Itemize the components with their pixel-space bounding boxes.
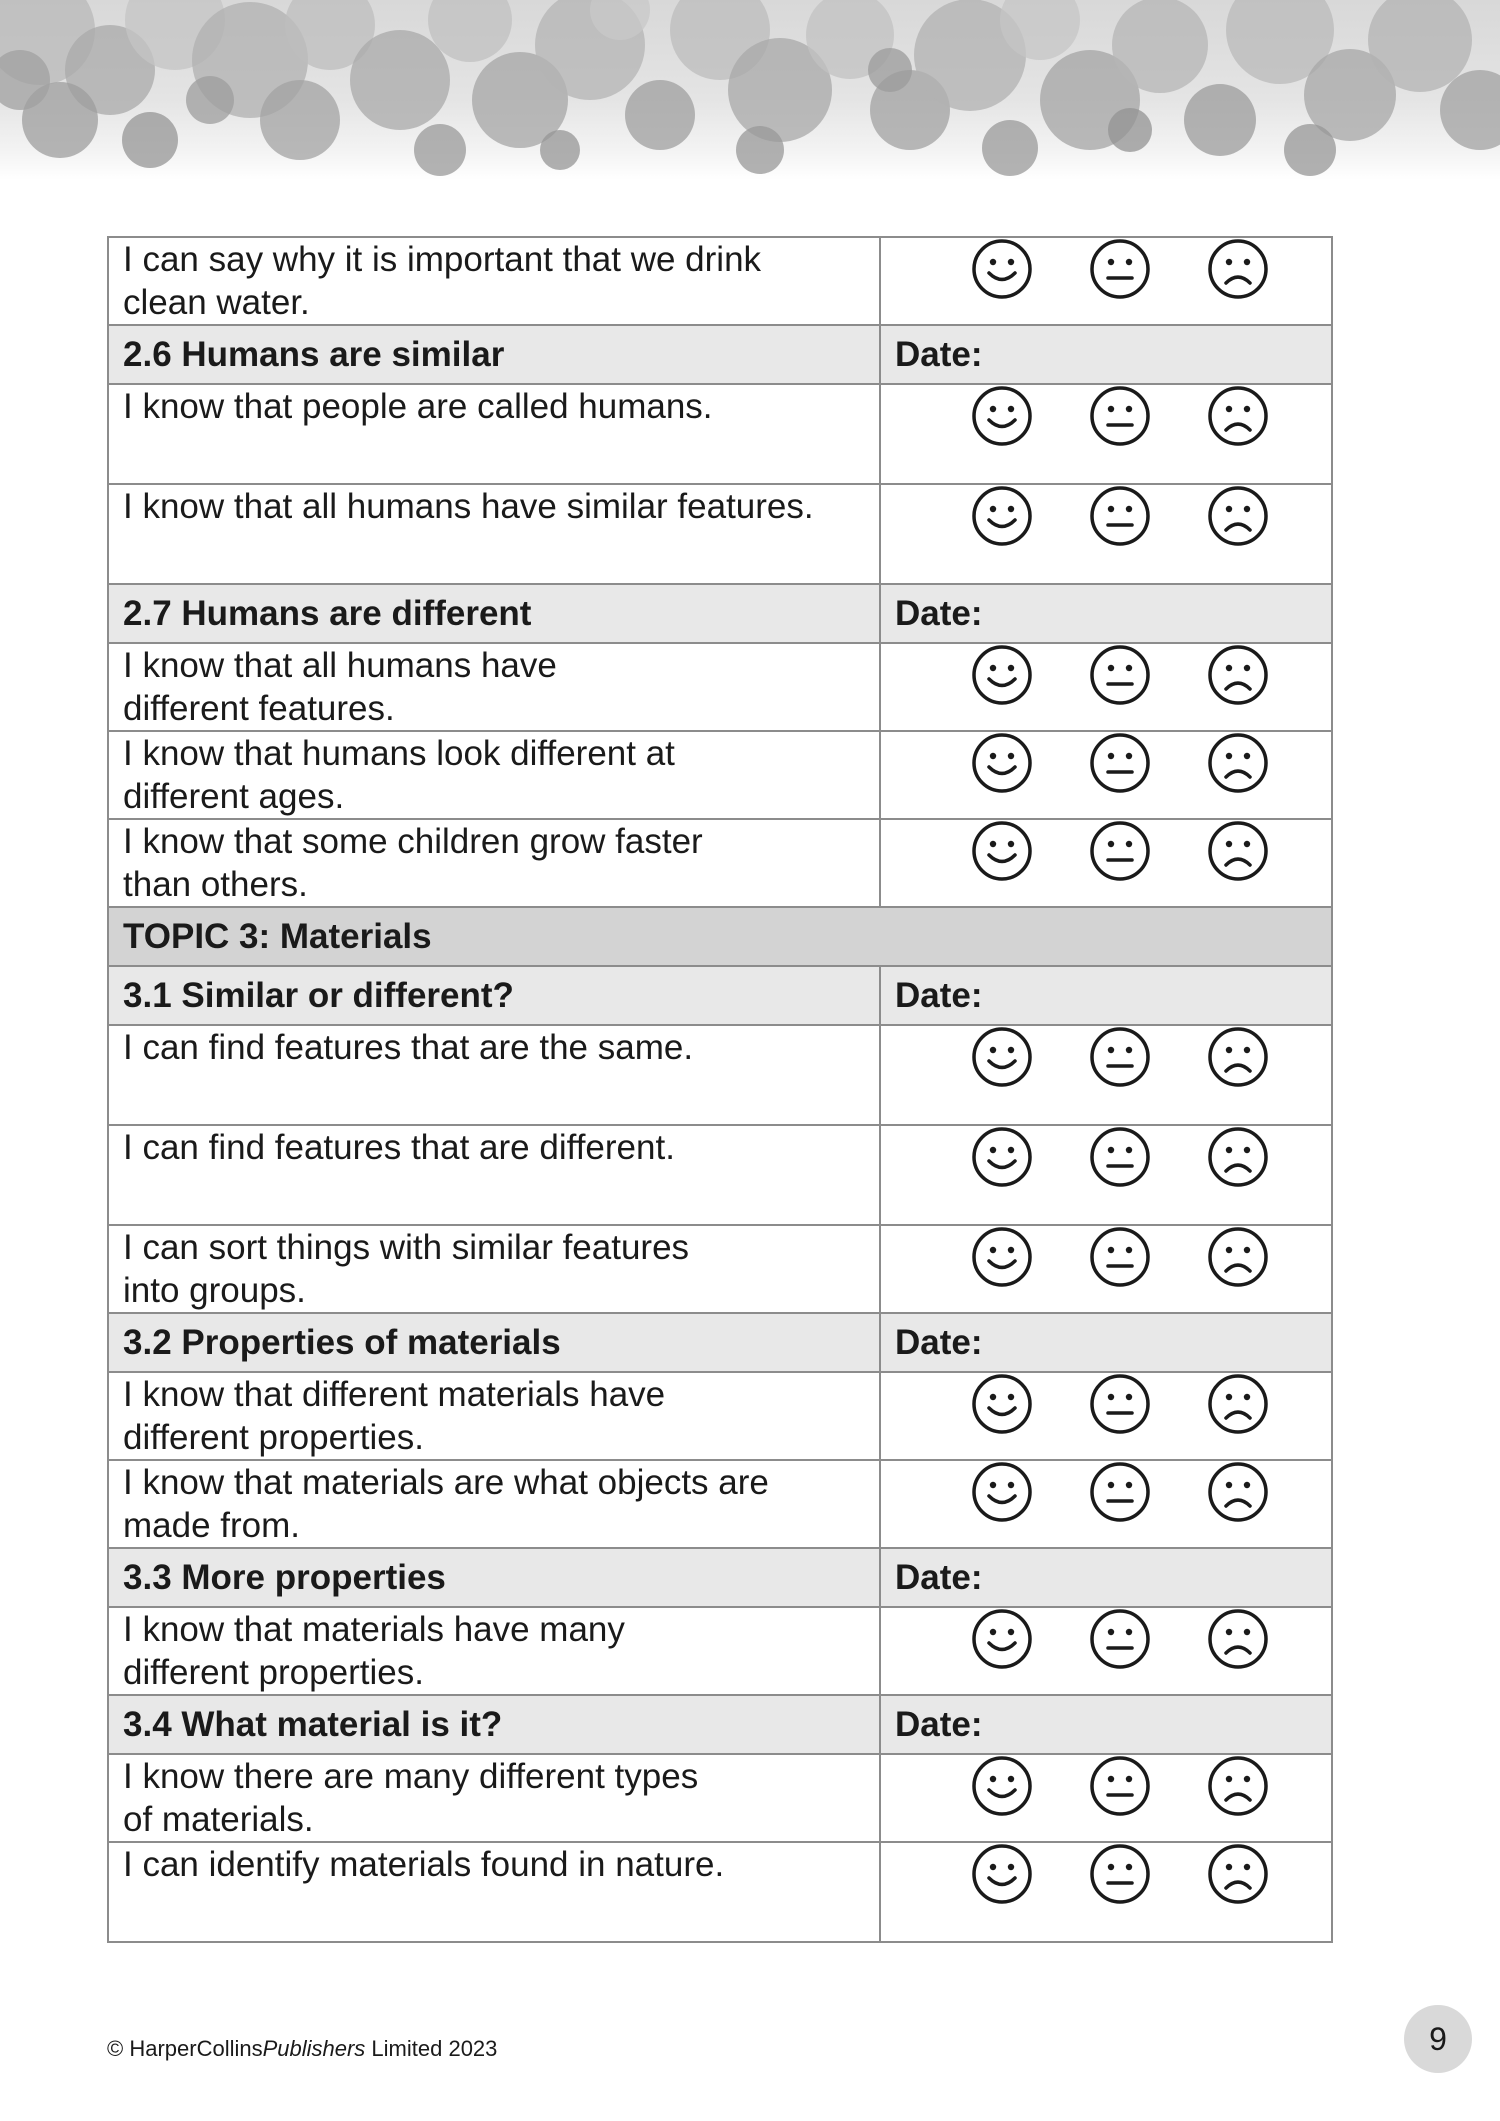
happy-face-icon[interactable] xyxy=(971,1755,1033,1817)
statement-line: I know that different materials have xyxy=(123,1375,666,1414)
self-assessment-faces xyxy=(880,1025,1332,1125)
statement-line: into groups. xyxy=(123,1271,306,1310)
happy-face-icon[interactable] xyxy=(971,1226,1033,1288)
sad-face-icon[interactable] xyxy=(1207,732,1269,794)
statement-row xyxy=(108,1842,1332,1942)
self-assessment-faces xyxy=(880,237,1332,325)
bubble xyxy=(122,112,178,168)
statement-line: I know there are many different types xyxy=(123,1757,699,1796)
self-assessment-faces xyxy=(880,1125,1332,1225)
date-field[interactable]: Date: xyxy=(880,1695,1332,1754)
neutral-face-icon[interactable] xyxy=(1089,238,1151,300)
sad-face-icon[interactable] xyxy=(1207,1026,1269,1088)
neutral-face-icon[interactable] xyxy=(1089,1226,1151,1288)
happy-face-icon[interactable] xyxy=(971,820,1033,882)
section-title: 2.6 Humans are similar xyxy=(108,325,880,384)
self-assessment-faces xyxy=(880,384,1332,484)
date-field[interactable]: Date: xyxy=(880,584,1332,643)
happy-face-icon[interactable] xyxy=(971,1373,1033,1435)
statement-line: of materials. xyxy=(123,1800,314,1839)
statement-text xyxy=(108,237,880,325)
statement-text xyxy=(108,731,880,819)
self-assessment-faces xyxy=(880,1607,1332,1695)
statement-text xyxy=(108,1607,880,1695)
bubble xyxy=(868,48,912,92)
section-heading-row xyxy=(108,1695,1332,1754)
self-assessment-faces xyxy=(880,1225,1332,1313)
section-heading-row xyxy=(108,966,1332,1025)
statement-line: different features. xyxy=(123,689,395,728)
statement-text xyxy=(108,1125,880,1225)
sad-face-icon[interactable] xyxy=(1207,820,1269,882)
statement-row xyxy=(108,643,1332,731)
sad-face-icon[interactable] xyxy=(1207,1461,1269,1523)
statement-line: I know that people are called humans. xyxy=(123,387,713,426)
statement-line: I know that materials are what objects are xyxy=(123,1463,769,1502)
self-assessment-faces xyxy=(880,643,1332,731)
neutral-face-icon[interactable] xyxy=(1089,732,1151,794)
statement-text xyxy=(108,484,880,584)
statement-row xyxy=(108,1125,1332,1225)
statement-line: I know that humans look different at xyxy=(123,734,675,773)
section-title: 3.1 Similar or different? xyxy=(108,966,880,1025)
neutral-face-icon[interactable] xyxy=(1089,820,1151,882)
statement-row xyxy=(108,1607,1332,1695)
happy-face-icon[interactable] xyxy=(971,644,1033,706)
neutral-face-icon[interactable] xyxy=(1089,1608,1151,1670)
statement-text xyxy=(108,384,880,484)
happy-face-icon[interactable] xyxy=(971,485,1033,547)
section-heading-row xyxy=(108,1548,1332,1607)
statement-line: I know that all humans have similar features. xyxy=(123,487,814,526)
statement-text xyxy=(108,1372,880,1460)
page-number: 9 xyxy=(1429,2020,1447,2057)
bubble xyxy=(1284,124,1336,176)
statement-line: different properties. xyxy=(123,1653,424,1692)
section-title: 3.4 What material is it? xyxy=(108,1695,880,1754)
statement-text xyxy=(108,819,880,907)
statement-row xyxy=(108,1460,1332,1548)
statement-text xyxy=(108,1754,880,1842)
happy-face-icon[interactable] xyxy=(971,1126,1033,1188)
topic-row xyxy=(108,907,1332,966)
neutral-face-icon[interactable] xyxy=(1089,1843,1151,1905)
neutral-face-icon[interactable] xyxy=(1089,1126,1151,1188)
bubble xyxy=(350,30,450,130)
bubble xyxy=(414,124,466,176)
statement-row xyxy=(108,1025,1332,1125)
happy-face-icon[interactable] xyxy=(971,732,1033,794)
page-number-badge xyxy=(1404,2005,1472,2073)
happy-face-icon[interactable] xyxy=(971,1608,1033,1670)
bubble xyxy=(982,120,1038,176)
section-title: 3.3 More properties xyxy=(108,1548,880,1607)
section-heading-row xyxy=(108,584,1332,643)
self-assessment-faces xyxy=(880,1754,1332,1842)
bubble xyxy=(1184,84,1256,156)
header-banner xyxy=(0,0,1500,180)
copyright-footer xyxy=(107,2036,497,2062)
self-assessment-faces xyxy=(880,1372,1332,1460)
statement-row xyxy=(108,731,1332,819)
copyright-suffix: Limited 2023 xyxy=(365,2036,498,2061)
statement-line: different properties. xyxy=(123,1418,424,1457)
statement-row xyxy=(108,1372,1332,1460)
statement-text xyxy=(108,643,880,731)
section-heading-row xyxy=(108,1313,1332,1372)
statement-text xyxy=(108,1842,880,1942)
statement-row xyxy=(108,1754,1332,1842)
statement-row xyxy=(108,819,1332,907)
bubble xyxy=(736,126,784,174)
statement-line: I can find features that are different. xyxy=(123,1128,675,1167)
sad-face-icon[interactable] xyxy=(1207,1373,1269,1435)
self-assessment-faces xyxy=(880,731,1332,819)
date-field[interactable]: Date: xyxy=(880,966,1332,1025)
section-title: 3.2 Properties of materials xyxy=(108,1313,880,1372)
statement-line: I know that materials have many xyxy=(123,1610,625,1649)
bubble xyxy=(1112,0,1208,93)
statement-row xyxy=(108,1225,1332,1313)
happy-face-icon[interactable] xyxy=(971,1461,1033,1523)
statement-line: different ages. xyxy=(123,777,345,816)
happy-face-icon[interactable] xyxy=(971,385,1033,447)
date-field[interactable]: Date: xyxy=(880,325,1332,384)
statement-row xyxy=(108,384,1332,484)
sad-face-icon[interactable] xyxy=(1207,644,1269,706)
neutral-face-icon[interactable] xyxy=(1089,1026,1151,1088)
date-field[interactable]: Date: xyxy=(880,1313,1332,1372)
happy-face-icon[interactable] xyxy=(971,1843,1033,1905)
date-field[interactable]: Date: xyxy=(880,1548,1332,1607)
statement-text xyxy=(108,1460,880,1548)
happy-face-icon[interactable] xyxy=(971,1026,1033,1088)
bubble xyxy=(540,130,580,170)
neutral-face-icon[interactable] xyxy=(1089,1461,1151,1523)
neutral-face-icon[interactable] xyxy=(1089,485,1151,547)
self-assessment-faces xyxy=(880,819,1332,907)
statement-line: than others. xyxy=(123,865,308,904)
bubble xyxy=(625,80,695,150)
sad-face-icon[interactable] xyxy=(1207,1608,1269,1670)
self-assessment-faces xyxy=(880,484,1332,584)
sad-face-icon[interactable] xyxy=(1207,485,1269,547)
statement-line: I can identify materials found in nature. xyxy=(123,1845,725,1884)
bubbles-decoration xyxy=(0,0,1500,180)
statement-line: made from. xyxy=(123,1506,300,1545)
self-assessment-faces xyxy=(880,1460,1332,1548)
neutral-face-icon[interactable] xyxy=(1089,1755,1151,1817)
progress-table xyxy=(107,236,1333,1943)
neutral-face-icon[interactable] xyxy=(1089,1373,1151,1435)
self-assessment-faces xyxy=(880,1842,1332,1942)
statement-line: I know that some children grow faster xyxy=(123,822,703,861)
statement-line: I can say why it is important that we drink xyxy=(123,240,762,279)
section-heading-row xyxy=(108,325,1332,384)
statement-text xyxy=(108,1225,880,1313)
bubble xyxy=(1108,108,1152,152)
sad-face-icon[interactable] xyxy=(1207,1226,1269,1288)
neutral-face-icon[interactable] xyxy=(1089,644,1151,706)
happy-face-icon[interactable] xyxy=(971,238,1033,300)
bubble xyxy=(260,80,340,160)
statement-line: I can sort things with similar features xyxy=(123,1228,690,1267)
statement-line: I know that all humans have xyxy=(123,646,557,685)
topic-title: TOPIC 3: Materials xyxy=(108,907,1332,966)
statement-line: I can find features that are the same. xyxy=(123,1028,694,1067)
statement-line: clean water. xyxy=(123,283,310,322)
section-title: 2.7 Humans are different xyxy=(108,584,880,643)
sad-face-icon[interactable] xyxy=(1207,1843,1269,1905)
copyright-italic: Publishers xyxy=(262,2036,366,2061)
bubble xyxy=(186,76,234,124)
sad-face-icon[interactable] xyxy=(1207,238,1269,300)
statement-text xyxy=(108,1025,880,1125)
sad-face-icon[interactable] xyxy=(1207,1126,1269,1188)
sad-face-icon[interactable] xyxy=(1207,385,1269,447)
statement-row xyxy=(108,237,1332,325)
neutral-face-icon[interactable] xyxy=(1089,385,1151,447)
statement-row xyxy=(108,484,1332,584)
sad-face-icon[interactable] xyxy=(1207,1755,1269,1817)
copyright-prefix: © HarperCollins xyxy=(107,2036,263,2061)
